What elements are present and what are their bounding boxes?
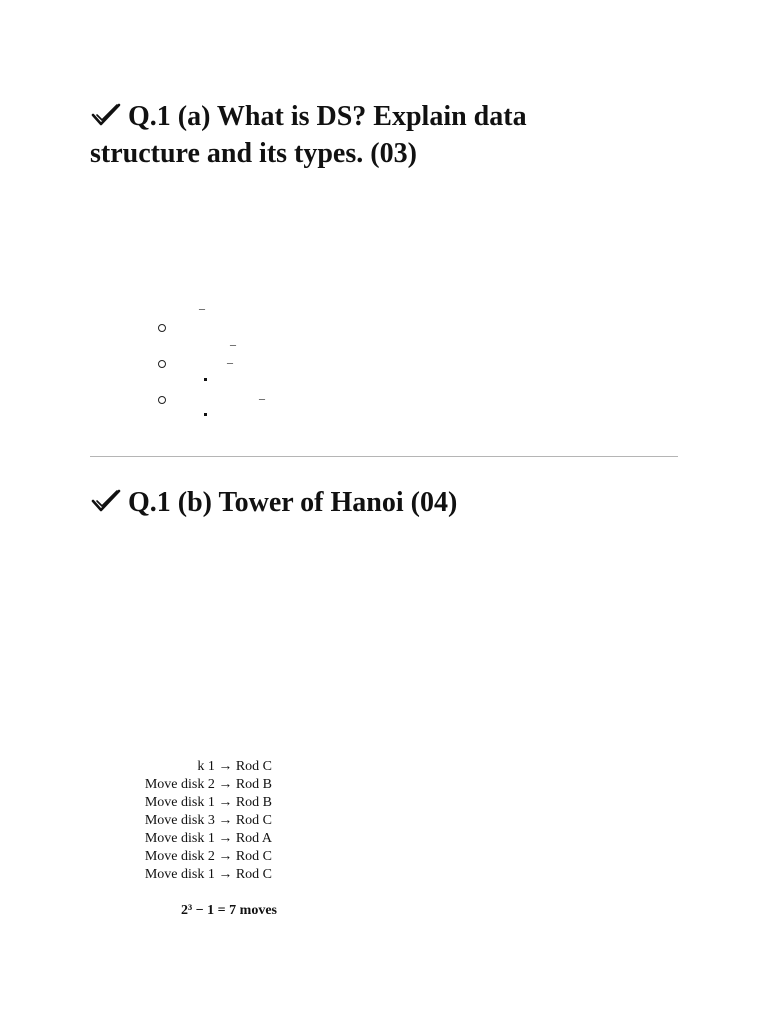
list-item: Move disk 1 → Rod C xyxy=(144,867,272,882)
section-b-heading-text: Q.1 (b) Tower of Hanoi (04) xyxy=(128,487,458,518)
list-item: Move disk 2 → Rod B xyxy=(144,777,272,792)
hanoi-moves-list xyxy=(120,758,272,884)
dash-marker: – xyxy=(230,337,236,351)
list-item: Move disk 2 → Rod C xyxy=(144,849,272,864)
section-a-heading xyxy=(90,98,690,172)
circle-bullet xyxy=(158,324,166,332)
section-a-heading-line1: Q.1 (a) What is DS? Explain data xyxy=(128,101,527,132)
list-item: Move disk 1 → Rod B xyxy=(144,795,272,810)
moves-formula: 2³ − 1 = 7 moves xyxy=(181,903,277,918)
section-divider xyxy=(90,456,678,457)
list-item: k 1 → Rod C xyxy=(197,759,272,774)
dash-marker: – xyxy=(227,355,233,369)
circle-bullet xyxy=(158,396,166,404)
section-b-heading xyxy=(90,484,690,521)
list-item: Move disk 3 → Rod C xyxy=(144,813,272,828)
square-bullet xyxy=(204,413,207,416)
check-mark-icon xyxy=(90,488,122,514)
list-item: Move disk 1 → Rod A xyxy=(144,831,272,846)
dash-marker: – xyxy=(199,301,205,315)
check-mark-icon xyxy=(90,102,122,128)
circle-bullet xyxy=(158,360,166,368)
square-bullet xyxy=(204,378,207,381)
dash-marker: – xyxy=(259,391,265,405)
section-a-heading-line2: structure and its types. (03) xyxy=(90,138,417,169)
